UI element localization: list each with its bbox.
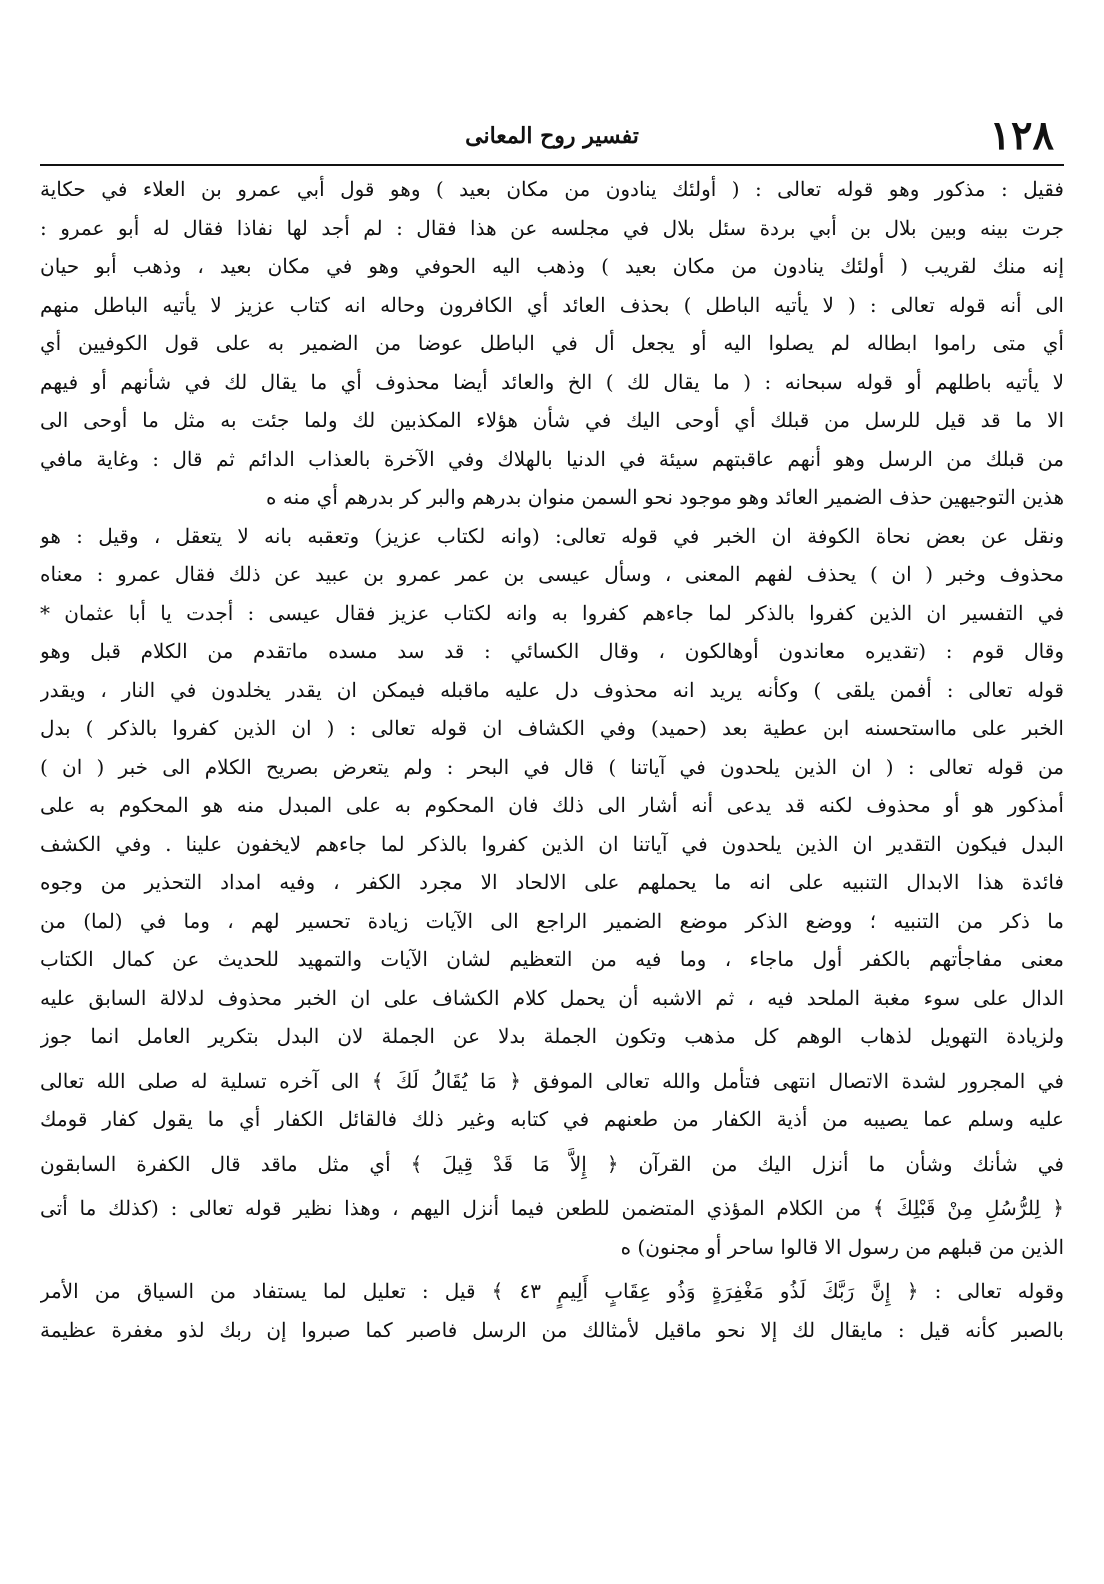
text-line: عليه وسلم عما يصيبه من أذية الكفار من طعنهم في كتابه وغير ذلك فالقائل الكفار أي ما يقول كفار قومك xyxy=(40,1107,1064,1131)
text-line: ولزيادة التهويل لذهاب الوهم كل مذهب وتكون الجملة بدلا عن الجملة لان البدل بتكرير العامل انما جوز xyxy=(40,1024,1064,1048)
page-header xyxy=(40,108,1064,164)
running-title: تفسير روح المعانى xyxy=(465,123,639,149)
text-line: فائدة هذا الابدال التنبيه على انه ما يحملهم على الالحاد الا مجرد الكفر ، وفيه امداد التحذير من وجوه xyxy=(40,870,1064,894)
text-line: الا ما قد قيل للرسل من قبلك أي أوحى اليك في شأن هؤلاء المكذبين لك ولما جئت به مثل ما أوحى الى xyxy=(40,408,1064,432)
text-line: أمذكور هو أو محذوف لكنه قد يدعى أنه أشار الى ذلك فان المحكوم به على المبدل منه هو المحكوم به على xyxy=(40,793,1064,817)
text-line: وقوله تعالى : ﴿ إِنَّ رَبَّكَ لَذُو مَغْفِرَةٍ وَذُو عِقَابٍ أَلِيمٍ ٤٣ ﴾ قيل : تعليل لما يستفاد من السياق من الأمر xyxy=(40,1279,1064,1303)
text-line: محذوف وخبر ( ان ) يحذف لفهم المعنى ، وسأل عيسى بن عمر عمرو بن عبيد عن ذلك فقال عمرو : معناه xyxy=(40,562,1064,586)
text-line: من قبلك من الرسل وهو أنهم عاقبتهم سيئة في الدنيا بالهلاك وفي الآخرة بالعذاب الدائم ثم قال : وغاية مافي xyxy=(40,446,1064,471)
text-line: جرت بينه وبين بلال بن أبي بردة سئل بلال في مجلسه عن هذا فقال : لم أجد لها نفاذا فقال له أبو عمرو : xyxy=(40,215,1064,240)
text-line: في شأنك وشأن ما أنزل اليك من القرآن ﴿ إِلاَّ مَا قَدْ قِيلَ ﴾ أي مثل ماقد قال الكفرة السابقون xyxy=(40,1151,1064,1176)
text-line: هذين التوجيهين حذف الضمير العائد وهو موجود نحو السمن منوان بدرهم والبر كر بدرهم أي منه ه xyxy=(266,485,1064,509)
text-line: لا يأتيه باطلهم أو قوله سبحانه : ( ما يقال لك ) الخ والعائد أيضا محذوف أي ما يقال لك في شأنهم أو فيهم xyxy=(40,369,1064,394)
text-line: في التفسير ان الذين كفروا بالذكر لما جاءهم كفروا به وانه لكتاب عزيز فقال عيسى : أجدت يا أبا عثمان * xyxy=(40,600,1064,625)
text-line: من قوله تعالى : ( ان الذين يلحدون في آياتنا ) قال في البحر : ولم يتعرض بصريح الكلام الى خبر ( ان ) xyxy=(40,754,1064,779)
text-line: قوله تعالى : أفمن يلقى ) وكأنه يريد انه محذوف دل عليه ماقبله فيمكن ان يقدر يخلدون في النار ، ويقدر xyxy=(40,677,1064,702)
text-line: البدل فيكون التقدير ان الذين يلحدون في آياتنا ان الذين كفروا بالذكر لما جاءهم لايخفون علينا . وفي الكشف xyxy=(40,831,1064,856)
text-line: فقيل : مذكور وهو قوله تعالى : ( أولئك ينادون من مكان بعيد ) وهو قول أبي عمرو بن العلاء في حكاية xyxy=(40,177,1064,201)
text-line: الذين من قبلهم من رسول الا قالوا ساحر أو مجنون) ه xyxy=(620,1234,1064,1259)
header-rule xyxy=(40,164,1064,166)
text-line: بالصبر كأنه قيل : مايقال لك إلا نحو ماقيل لأمثالك من الرسل فاصبر كما صبروا إن ربك لذو مغفرة عظيمة xyxy=(40,1317,1064,1342)
text-line: الى أنه قوله تعالى : ( لا يأتيه الباطل ) بحذف العائد أي الكافرون وحاله انه كتاب عزيز لا يأتيه الباطل منهم xyxy=(40,292,1064,317)
text-line: الخبر على مااستحسنه ابن عطية بعد (حميد) وفي الكشاف ان قوله تعالى : ( ان الذين كفروا بالذكر ) بدل xyxy=(40,716,1064,740)
text-line: ما ذكر من التنبيه ؛ ووضع الذكر موضع الضمير الراجع الى الآيات زيادة تحسير لهم ، وما في (لما) من xyxy=(40,908,1064,933)
text-line: الدال على سوء مغبة الملحد فيه ، ثم الاشبه أن يحمل كلام الكشاف على ان الخبر محذوف لدلالة السابق عليه xyxy=(40,985,1064,1010)
text-line: ﴿ لِلرُّسُلِ مِنْ قَبْلِكَ ﴾ من الكلام المؤذي المتضمن للطعن فيما أنزل اليهم ، وهذا نظير قوله تعالى : (كذلك ما أتى xyxy=(40,1196,1064,1220)
text-line: أي متى راموا ابطاله لم يصلوا اليه أو يجعل أل في الباطل عوضا من الضمير به على قول الكوفيين أي xyxy=(40,331,1064,355)
body-text xyxy=(40,170,1064,1349)
text-line: معنى مفاجأتهم بالكفر أول ماجاء ، وما فيه من التعظيم لشان الآيات والتمهيد للحديث عن كمال الكتاب xyxy=(40,947,1064,971)
text-line: ونقل عن بعض نحاة الكوفة ان الخبر في قوله تعالى: (وانه لكتاب عزيز) وتعقبه بانه لا يتعقل ، وقيل : هو xyxy=(40,523,1064,548)
page-number: ١٢٨ xyxy=(989,112,1054,159)
text-line: وقال قوم : (تقديره معاندون أوهالكون ، وقال الكسائي : قد سد مسده ماتقدم من الكلام قبل وهو xyxy=(40,639,1064,663)
text-line: إنه منك لقريب ( أولئك ينادون من مكان بعيد ) وذهب اليه الحوفي وهو في مكان بعيد ، وذهب أبو حيان xyxy=(40,254,1064,278)
text-line: في المجرور لشدة الاتصال انتهى فتأمل والله تعالى الموفق ﴿ مَا يُقَالُ لَكَ ﴾ الى آخره تسلية له صلى الله تعالى xyxy=(40,1068,1064,1093)
